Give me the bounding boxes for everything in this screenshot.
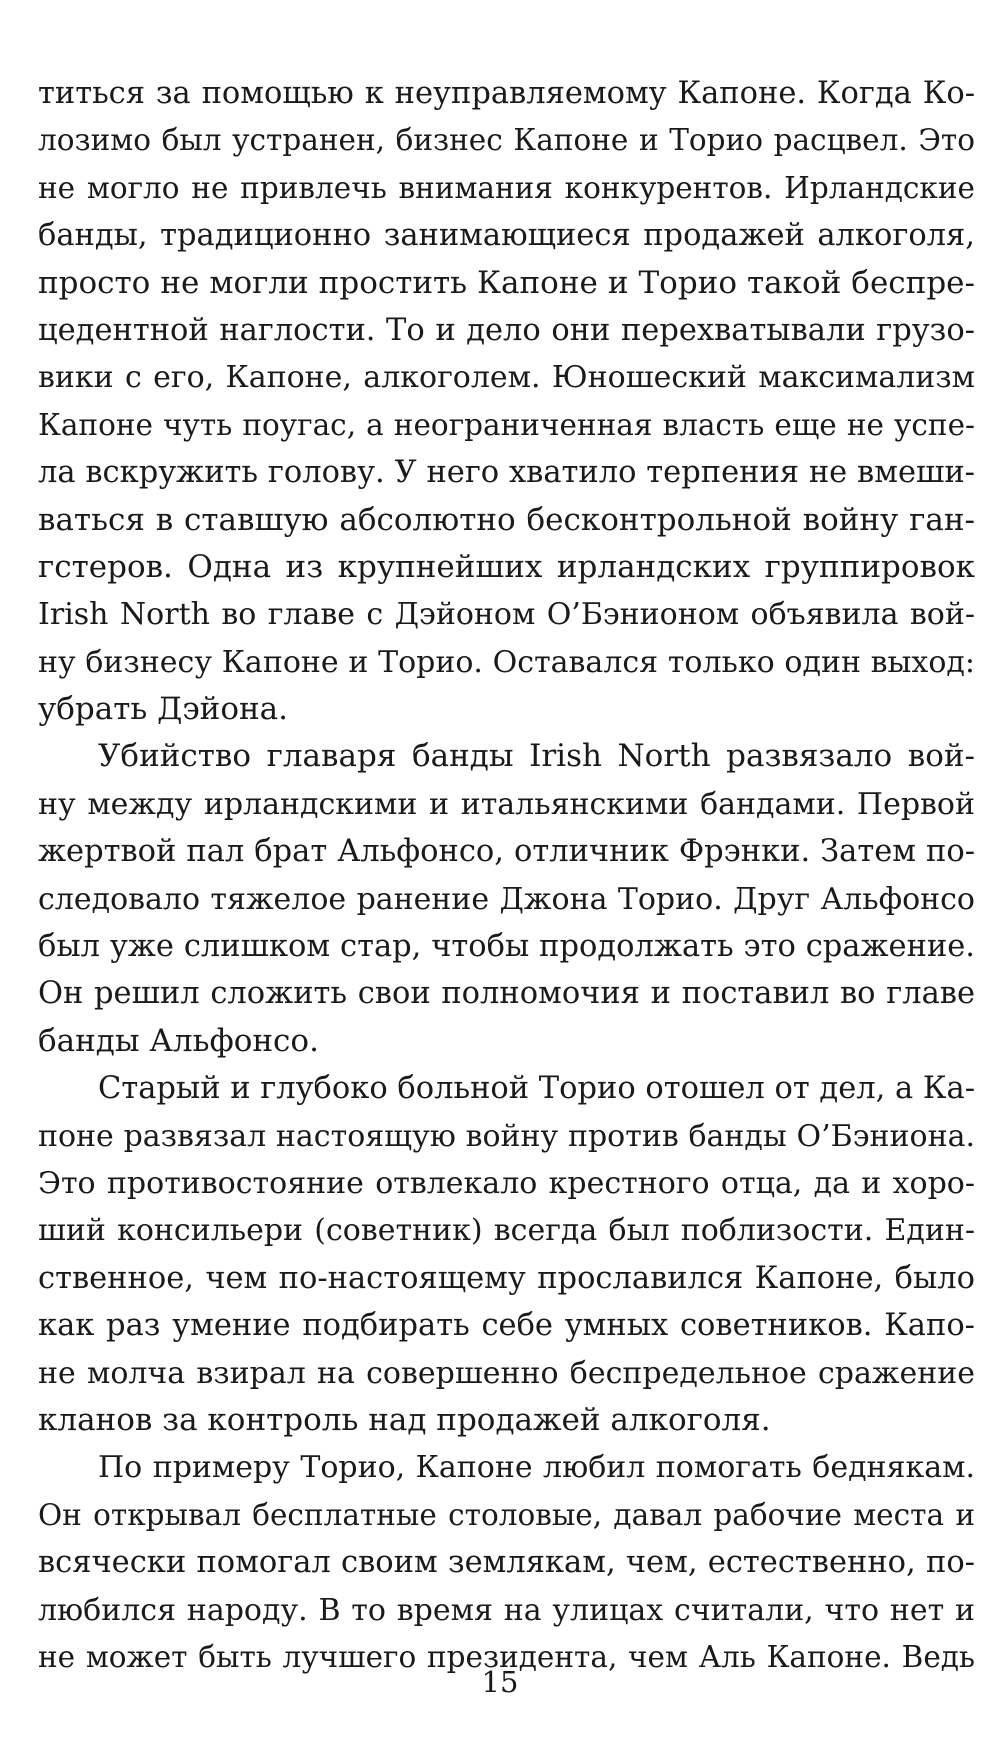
text-line: всячески помогал своим землякам, чем, естественно, по-	[38, 1545, 975, 1581]
text-line: ну между ирландскими и итальянскими бандами. Первой	[38, 786, 975, 822]
text-line: просто не могли простить Капоне и Торио такой беспре-	[38, 264, 975, 301]
paragraph	[38, 1444, 975, 1681]
text-line: цедентной наглости. То и дело они перехватывали грузо-	[38, 312, 975, 348]
text-line: как раз умение подбирать себе умных советников. Капо-	[38, 1308, 975, 1344]
text-line: титься за помощью к неуправляемому Капоне. Когда Ко-	[38, 76, 975, 111]
text-line: Он открывал бесплатные столовые, давал рабочие места и	[38, 1497, 975, 1532]
text-line: не может быть лучшего президента, чем Аль Капоне. Ведь	[38, 1639, 975, 1674]
text-line: Это противостояние отвлекало крестного отца, да и хоро-	[38, 1165, 975, 1201]
page-number: 15	[481, 1665, 519, 1699]
text-line: Он решил сложить свои полномочия и поставил во главе	[38, 976, 975, 1012]
text-line: Капоне чуть поугас, а неограниченная власть еще не успе-	[38, 407, 975, 442]
paragraph	[38, 70, 975, 733]
text-line: банды, традиционно занимающиеся продажей алкоголя,	[38, 218, 975, 254]
text-line: любился народу. В то время на улицах считали, что нет и	[38, 1592, 975, 1628]
text-line: Irish North во главе с Дэйоном О’Бэнионом объявила вой-	[38, 597, 975, 633]
text-line: ну бизнесу Капоне и Торио. Оставался только один выход:	[38, 644, 975, 680]
text-line: вики с его, Капоне, алкоголем. Юношеский максимализм	[38, 360, 975, 396]
body-text	[38, 70, 975, 1681]
paragraph	[38, 1065, 975, 1444]
text-line: лозимо был устранен, бизнес Капоне и Торио расцвел. Это	[38, 123, 975, 158]
text-line: кланов за контроль над продажей алкоголя.	[38, 1401, 771, 1438]
text-line: поне развязал настоящую войну против банды О’Бэниона.	[38, 1118, 975, 1154]
text-line: гстеров. Одна из крупнейших ирландских группировок	[38, 548, 975, 585]
paragraph	[38, 733, 975, 1065]
text-line: ший консильери (советник) всегда был поблизости. Един-	[38, 1213, 975, 1249]
text-line: жертвой пал брат Альфонсо, отличник Фрэнки. Затем по-	[38, 834, 975, 870]
text-line: По примеру Торио, Капоне любил помогать беднякам.	[98, 1450, 975, 1486]
text-line: банды Альфонсо.	[38, 1022, 319, 1059]
text-line: ла вскружить голову. У него хватило терпения не вмеши-	[38, 455, 975, 491]
text-line: Старый и глубоко больной Торио отошел от дел, а Ка-	[98, 1071, 975, 1107]
text-line: ваться в ставшую абсолютно бесконтрольной войну ган-	[38, 501, 975, 538]
text-line: Убийство главаря банды Irish North развязало вой-	[98, 738, 975, 775]
text-line: убрать Дэйона.	[38, 691, 288, 728]
text-line: ственное, чем по-настоящему прославился Капоне, было	[38, 1260, 975, 1296]
text-line: был уже слишком стар, чтобы продолжать это сражение.	[38, 929, 975, 965]
text-line: не молча взирал на совершенно беспредельное сражение	[38, 1355, 975, 1391]
text-line: не могло не привлечь внимания конкурентов. Ирландские	[38, 170, 975, 205]
text-line: следовало тяжелое ранение Джона Торио. Друг Альфонсо	[38, 881, 975, 917]
